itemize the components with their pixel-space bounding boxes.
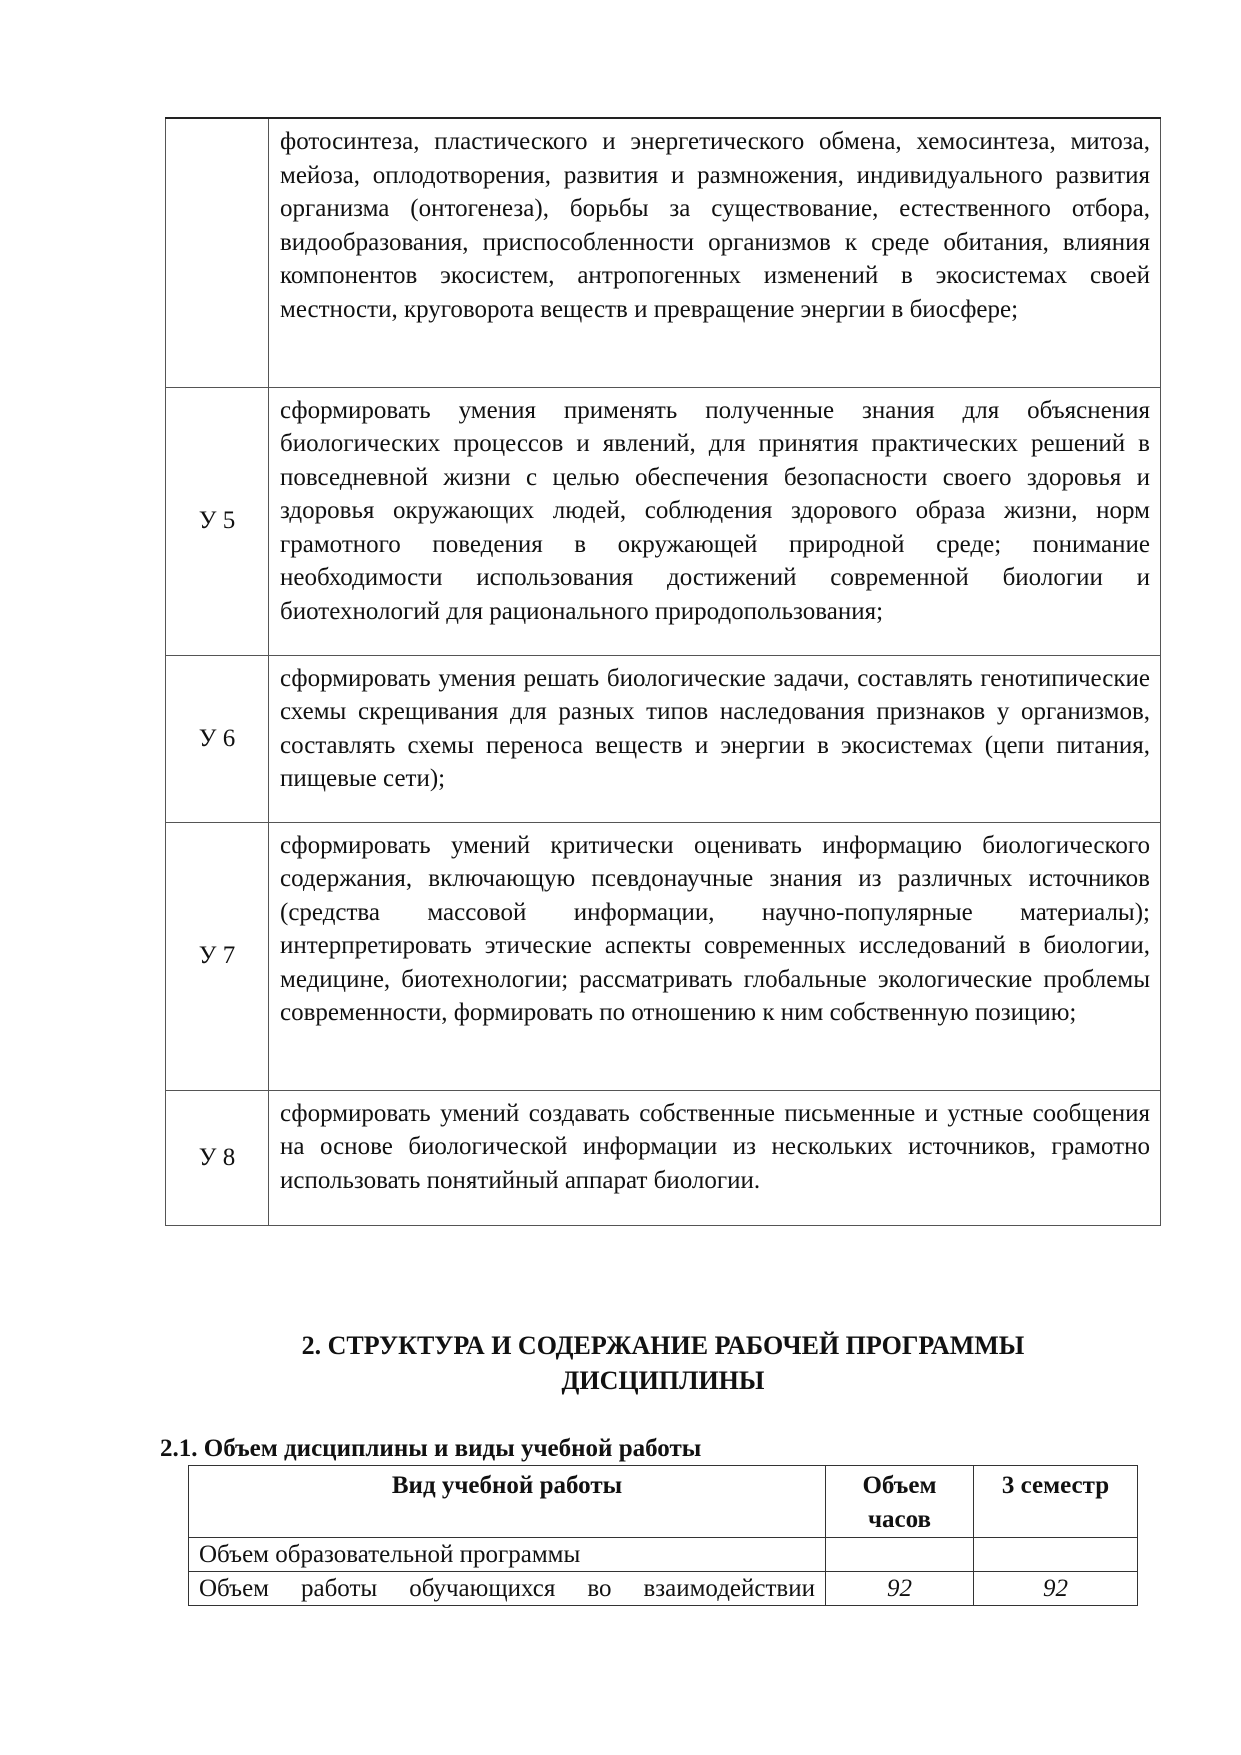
competency-description: сформировать умения решать биологические задачи, составлять генотипические схемы скрещивания для разных типов наследования признаков у организмов, составлять схемы переноса веществ и энергии в экосистемах (цепи питания, пищевые сети); — [269, 655, 1161, 822]
hours-cell — [826, 1538, 974, 1572]
table-row — [166, 387, 1161, 655]
table-row — [166, 118, 1161, 387]
table-row — [189, 1538, 1138, 1572]
table-row — [166, 822, 1161, 1090]
competency-table — [165, 117, 1161, 1226]
volume-table — [188, 1465, 1138, 1606]
column-header-hours: Объем часов — [826, 1466, 974, 1538]
section-title-line-1: 2. СТРУКТУРА И СОДЕРЖАНИЕ РАБОЧЕЙ ПРОГРАММЫ — [301, 1331, 1025, 1360]
hours-cell: 92 — [826, 1572, 974, 1606]
work-type-cell: Объем образовательной программы — [189, 1538, 826, 1572]
section-title-line-2: ДИСЦИПЛИНЫ — [561, 1366, 765, 1395]
competency-code: У 8 — [166, 1090, 269, 1225]
semester-cell: 92 — [974, 1572, 1138, 1606]
competency-code — [166, 118, 269, 387]
section-title — [165, 1328, 1161, 1398]
competency-description: сформировать умений критически оценивать информацию биологического содержания, включающую псевдонаучные знания из различных источников (средства массовой информации, научно-популярные материалы); интерпретировать этические аспекты современных исследований в биологии, медицине, биотехнологии; рассматривать глобальные экологические проблемы современности, формировать по отношению к ним собственную позицию; — [269, 822, 1161, 1090]
competency-code: У 7 — [166, 822, 269, 1090]
competency-description: сформировать умения применять полученные знания для объяснения биологических процессов и явлений, для принятия практических решений в повседневной жизни с целью обеспечения безопасности своего здоровья и здоровья окружающих людей, соблюдения здорового образа жизни, норм грамотного поведения в окружающей природной среде; понимание необходимости использования достижений современной биологии и биотехнологий для рационального природопользования; — [269, 387, 1161, 655]
table-row — [189, 1572, 1138, 1606]
competency-description: сформировать умений создавать собственные письменные и устные сообщения на основе биологической информации из нескольких источников, грамотно использовать понятийный аппарат биологии. — [269, 1090, 1161, 1225]
work-type-cell: Объем работы обучающихся во взаимодействии — [189, 1572, 826, 1606]
competency-code: У 5 — [166, 387, 269, 655]
table-row — [166, 1090, 1161, 1225]
table-row — [166, 655, 1161, 822]
competency-code: У 6 — [166, 655, 269, 822]
competency-description: фотосинтеза, пластического и энергетического обмена, хемосинтеза, митоза, мейоза, оплодотворения, развития и размножения, индивидуального развития организма (онтогенеза), борьбы за существование, естественного отбора, видообразования, приспособленности организмов к среде обитания, влияния компонентов экосистем, антропогенных изменений в экосистемах своей местности, круговорота веществ и превращение энергии в биосфере; — [269, 118, 1161, 387]
table-header-row — [189, 1466, 1138, 1538]
column-header-work-type: Вид учебной работы — [189, 1466, 826, 1538]
subsection-title: 2.1. Объем дисциплины и виды учебной работы — [160, 1435, 702, 1462]
semester-cell — [974, 1538, 1138, 1572]
column-header-semester: 3 семестр — [974, 1466, 1138, 1538]
